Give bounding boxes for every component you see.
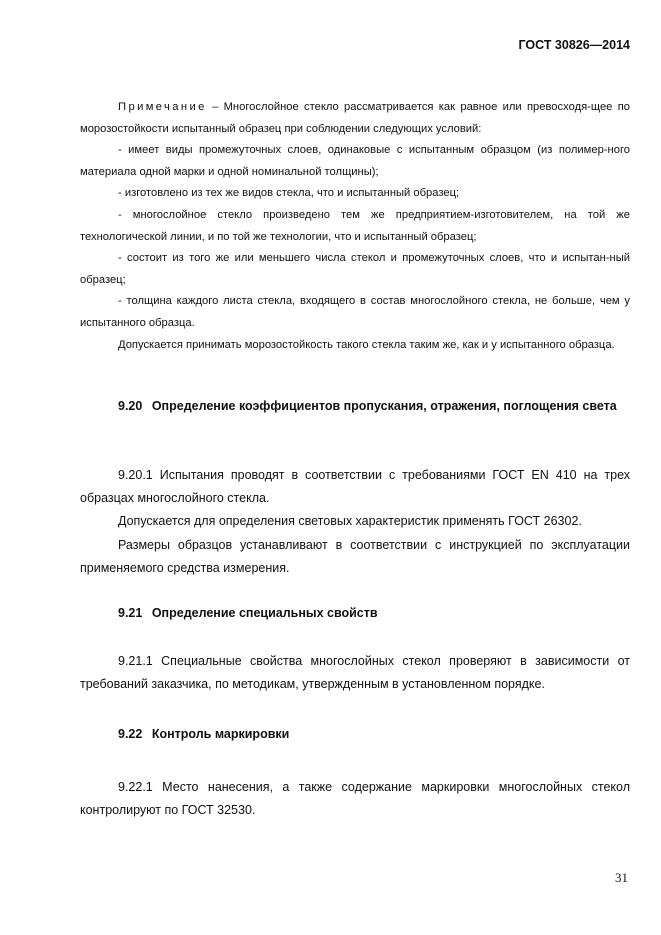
section-heading [80,723,630,746]
section-title: Контроль маркировки [151,727,290,741]
note-text: – Многослойное стекло рассматривается как равное или превосходя-щее по морозостойкости испытанный образец при соблюдении следующих условий: [80,101,630,135]
section-number: 9.21 [118,606,143,620]
section-9-22-body [80,776,630,822]
section-9-22 [80,723,630,746]
section-number: 9.20 [118,399,143,413]
note-closing: Допускается принимать морозостойкость такого стекла таким же, как и у испытанного образца. [118,338,615,351]
document-id-header: ГОСТ 30826—2014 [518,38,630,52]
section-9-21-body [80,650,630,696]
section-heading [80,602,630,625]
note-item: - толщина каждого листа стекла, входящего в состав многослойного стекла, не больше, чем у испытанного образца. [80,295,630,329]
paragraph: 9.22.1 Место нанесения, а также содержание маркировки многослойных стекол контролируют по ГОСТ 32530. [80,780,630,818]
note-item: - состоит из того же или меньшего числа стекол и промежуточных слоев, что и испытан-ный образец; [80,252,630,286]
note-block [80,97,630,356]
note-item: - имеет виды промежуточных слоев, одинаковые с испытанным образцом (из полимер-ного материала одной марки и одной номинальной толщины); [80,144,630,178]
paragraph: 9.21.1 Специальные свойства многослойных стекол проверяют в зависимости от требований заказчика, по методикам, утвержденным в установленном порядке. [80,654,630,692]
paragraph: 9.20.1 Испытания проводят в соответствии с требованиями ГОСТ EN 410 на трех образцах многослойного стекла. [80,468,630,506]
section-9-21 [80,602,630,625]
section-9-20 [80,395,630,418]
paragraph: Допускается для определения световых характеристик применять ГОСТ 26302. [118,514,582,529]
section-number: 9.22 [118,727,143,741]
note-label: Примечание [118,101,207,113]
note-item: - изготовлено из тех же видов стекла, что и испытанный образец; [118,187,460,200]
section-title: Определение коэффициентов пропускания, отражения, поглощения света [151,399,617,413]
paragraph: Размеры образцов устанавливают в соответствии с инструкцией по эксплуатации применяемого средства измерения. [80,537,630,575]
note-item: - многослойное стекло произведено тем же предприятием-изготовителем, на той же технологической линии, и по той же технологии, что и испытанный образец; [80,208,630,243]
section-9-20-body [80,464,630,580]
page-number: 31 [615,870,628,885]
section-heading [80,395,630,418]
note-paragraph [80,97,630,140]
section-title: Определение специальных свойств [151,606,378,620]
